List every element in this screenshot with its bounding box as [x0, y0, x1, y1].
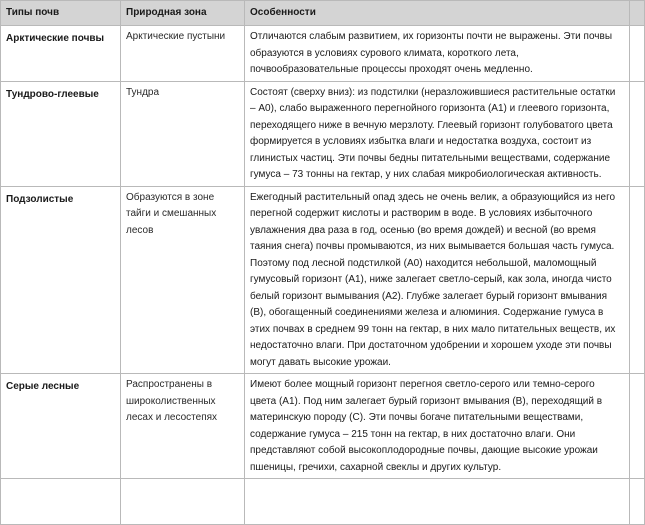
- cell-extra: [630, 186, 645, 374]
- cell-empty: [245, 479, 630, 525]
- cell-extra: [630, 26, 645, 82]
- header-features: Особенности: [245, 1, 630, 26]
- table-row: [1, 186, 645, 374]
- header-natural-zone: Природная зона: [121, 1, 245, 26]
- header-soil-type: Типы почв: [1, 1, 121, 26]
- cell-soil-type: Арктические почвы: [1, 26, 121, 82]
- cell-soil-type: Подзолистые: [1, 186, 121, 374]
- cell-soil-type: Серые лесные: [1, 374, 121, 479]
- cell-empty: [1, 479, 121, 525]
- header-extra-column: [630, 1, 645, 26]
- cell-soil-type: Тундрово-глеевые: [1, 81, 121, 186]
- cell-extra: [630, 81, 645, 186]
- cell-features: Состоят (сверху вниз): из подстилки (неразложившиеся растительные остатки – А0), слабо выраженного перегнойного горизонта (А1) и глеевого горизонта, переходящего ниже в вечную мерзлоту. Глеевый горизонт голубоватого цвета формируется в условиях избытка влаги и недостатка воздуха, состоит из глинистых частиц. Эти почвы бедны питательными веществами, содержание гумуса – 73 тонны на гектар, у них слабая микробиологическая активность.: [245, 81, 630, 186]
- cell-natural-zone: Распространены в широколиственных лесах и лесостепях: [121, 374, 245, 479]
- cell-natural-zone: Тундра: [121, 81, 245, 186]
- table-row: [1, 81, 645, 186]
- cell-features: Имеют более мощный горизонт перегноя светло-серого или темно-серого цвета (А1). Под ним залегает бурый горизонт вмывания (В), переходящий в материнскую породу (С). Эти почвы богаче питательными веществами, содержание гумуса – 215 тонн на гектар, в них достаточно влаги. Они представляют собой высокоплодородные почвы, дающие высокие урожаи пшеницы, гречихи, сахарной свеклы и других культур.: [245, 374, 630, 479]
- cell-natural-zone: Арктические пустыни: [121, 26, 245, 82]
- cell-extra: [630, 374, 645, 479]
- cell-features: Отличаются слабым развитием, их горизонты почти не выражены. Эти почвы образуются в условиях сурового климата, короткого лета, почвообразовательные процессы проходят очень медленно.: [245, 26, 630, 82]
- cell-empty: [121, 479, 245, 525]
- cell-empty: [630, 479, 645, 525]
- table-row: [1, 374, 645, 479]
- cell-features: Ежегодный растительный опад здесь не очень велик, а образующийся из него перегной содержит кислоты и растворим в воде. В условиях избыточного увлажнения два раза в год, осенью (во время дождей) и весной (во время таяния снега) почвы промываются, из них вымывается большая часть гумуса. Поэтому под лесной подстилкой (А0) находится небольшой, маломощный гумусовый горизонт (А1), ниже залегает светло-серый, как зола, иногда чисто белый горизонт вымывания (А2). Глубже залегает бурый горизонт вмывания (В), обогащенный соединениями железа и алюминия. Содержание гумуса в этих почвах в среднем 99 тонн на гектар, в них мало питательных веществ, их недостаточно влаги. При достаточном удобрении и хорошем уходе эти почвы могут давать высокие урожаи.: [245, 186, 630, 374]
- table-row: [1, 26, 645, 82]
- cell-natural-zone: Образуются в зоне тайги и смешанных лесов: [121, 186, 245, 374]
- table-header-row: [1, 1, 645, 26]
- table-row-empty: [1, 479, 645, 525]
